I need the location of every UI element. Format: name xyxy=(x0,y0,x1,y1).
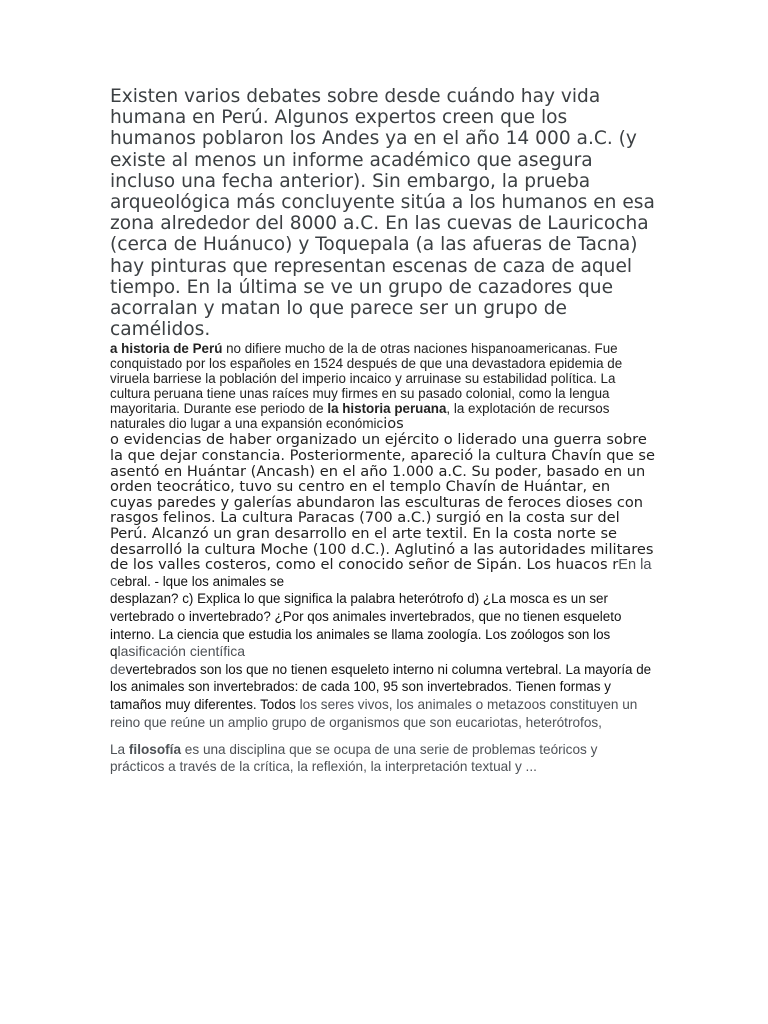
paragraph-text-question: ebral. - lque los animales se xyxy=(117,573,285,589)
paragraph-text: o evidencias de haber organizado un ejército o liderado una guerra sobre la que dejar constancia. Posteriormente, apareció la cultura Chavín que se asentó en Huántar (Ancash) en el año 1.000 a.C. Su poder, basado en un orden teocrático, tuvo su centro en el templo Chavín de Huántar, en cuyas paredes y galerías abundaron las esculturas de feroces dioses con rasgos felinos. La cultura Paracas (700 a.C.) surgió en la costa sur del Perú. Alcanzó un gran desarrollo en el arte textil. En la costa norte se desarrolló la cultura Moche (100 d.C.). Aglutinó a las autoridades militares de los valles costeros, como el conocido señor de Sipán. Los huacos r xyxy=(110,431,655,574)
paragraph-text: , la explotación de recursos naturales dio lugar a una expansión económic xyxy=(110,401,610,432)
bold-filosofia: filosofía xyxy=(128,742,182,758)
paragraph-philosophy xyxy=(110,741,655,775)
paragraph-text: desplazan? c) Explica lo que significa la palabra heterótrofo d) ¿La mosca es un ser vertebrado o invertebrado? ¿Por qos animales invertebrados, que no tienen esqueleto interno. La ciencia que estudia los animales se llama zoología. Los zoólogos son los q xyxy=(110,591,622,660)
bold-historia-de-peru: a historia de Perú xyxy=(110,341,223,357)
paragraph-history-peru xyxy=(110,341,655,431)
document-body xyxy=(110,86,655,775)
paragraph-text-grey: lasificación científica xyxy=(117,643,246,660)
paragraph-text: es una disciplina que se ocupa de una serie de problemas teóricos y prácticos a través de la crítica, la reflexión, la interpretación textual y ... xyxy=(110,742,598,775)
paragraph-cultures xyxy=(110,432,655,590)
paragraph-text: La xyxy=(110,742,129,758)
paragraph-text-grey: los seres vivos, los animales o metazoos constituyen un reino que reúne un amplio grupo de organismos que son eucariotas, heterótrofos, xyxy=(110,696,638,730)
bold-historia-peruana: la historia peruana xyxy=(327,401,447,417)
paragraph-text: no difiere mucho de la de otras naciones hispanoamericanas. Fue conquistado por los españoles en 1524 después de que una devastadora epidemia de viruela barriese la población del imperio incaico y arruinase su estabilidad política. La cultura peruana tiene unas raíces muy firmes en su pasado colonial, como la lengua mayoritaria. Durante ese periodo de xyxy=(110,341,623,417)
paragraph-prehistory: Existen varios debates sobre desde cuándo hay vida humana en Perú. Algunos expertos creen que los humanos poblaron los Andes ya en el año 14 000 a.C. (y existe al menos un informe académico que asegura incluso una fecha anterior). Sin embargo, la prueba arqueológica más concluyente sitúa a los humanos en esa zona alrededor del 8000 a.C. En las cuevas de Lauricocha (cerca de Huánuco) y Toquepala (a las afueras de Tacna) hay pinturas que representan escenas de caza de aquel tiempo. En la última se ve un grupo de cazadores que acorralan y matan lo que parece ser un grupo de camélidos. xyxy=(110,86,655,341)
paragraph-animals xyxy=(110,590,655,731)
paragraph-text-tail: ios xyxy=(383,415,404,433)
paragraph-text-grey: de xyxy=(110,660,126,677)
paragraph-text-grey: En la c xyxy=(110,557,652,590)
paragraph-text: vertebrados son los que no tienen esqueleto interno ni columna vertebral. La mayoría de los animales son invertebrados: de cada 100, 95 son invertebrados. Tienen formas y tamaños muy diferentes. Todos xyxy=(110,661,652,712)
